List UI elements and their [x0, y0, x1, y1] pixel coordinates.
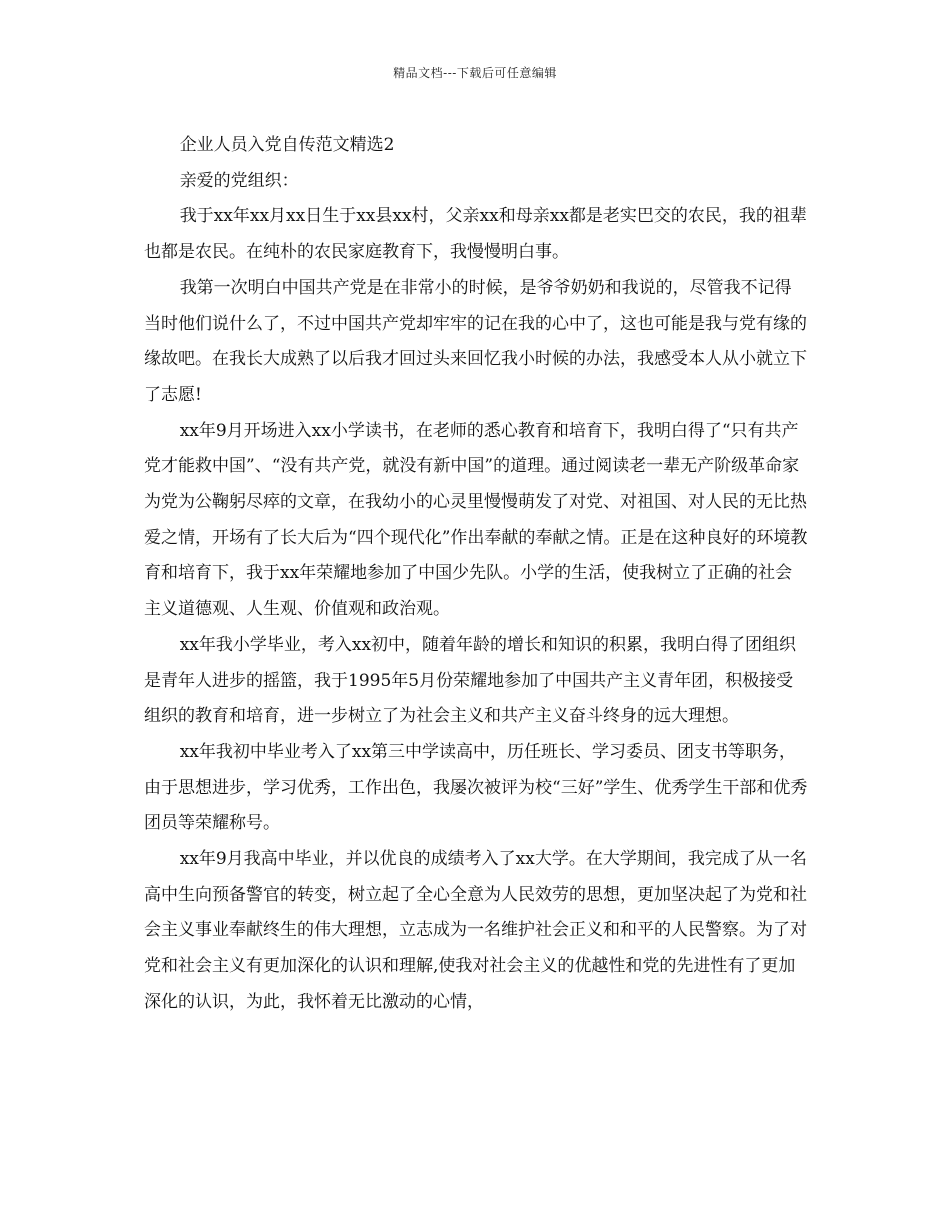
paragraph: 我第一次明白中国共产党是在非常小的时候，是爷爷奶奶和我说的，尽管我不记得当时他们说什么了，不过中国共产党却牢牢的记在我的心中了，这也可能是我与党有缘的缘故吧。在我长大成熟了以后我才回过头来回忆我小时候的办法，我感受本人从小就立下了志愿!: [144, 277, 807, 405]
document-body: [144, 128, 808, 1021]
paragraph: xx年我小学毕业，考入xx初中，随着年龄的增长和知识的积累，我明白得了团组织是青年人进步的摇篮，我于1995年5月份荣耀地参加了中国共产主义青年团，积极接受组织的教育和培育，进一步树立了为社会主义和共产主义奋斗终身的远大理想。: [144, 634, 797, 727]
paragraph: xx年我初中毕业考入了xx第三中学读高中，历任班长、学习委员、团支书等职务，由于思想进步，学习优秀，工作出色，我屡次被评为校“三好”学生、优秀学生干部和优秀团员等荣耀称号。: [144, 741, 808, 834]
document-title: 企业人员入党自传范文精选2: [179, 135, 395, 155]
paragraph: xx年9月我高中毕业，并以优良的成绩考入了xx大学。在大学期间，我完成了从一名高中生向预备警官的转变，树立起了全心全意为人民效劳的思想，更加坚决起了为党和社会主义事业奉献终生的伟大理想，立志成为一名维护社会正义和和平的人民警察。为了对党和社会主义有更加深化的认识和理解,使我对社会主义的优越性和党的先进性有了更加深化的认识，为此，我怀着无比激动的心情，: [144, 849, 807, 1012]
paragraph: 我于xx年xx月xx日生于xx县xx村，父亲xx和母亲xx都是老实巴交的农民，我的祖辈也都是农民。在纯朴的农民家庭教育下，我慢慢明白事。: [144, 206, 807, 263]
greeting: 亲爱的党组织：: [179, 170, 299, 191]
page-header: 精品文档---下载后可任意编辑: [393, 66, 557, 80]
paragraph: xx年9月开场进入xx小学读书，在老师的悉心教育和培育下，我明白得了“只有共产党才能救中国”、“没有共产党，就没有新中国”的道理。通过阅读老一辈无产阶级革命家为党为公鞠躬尽瘁的文章，在我幼小的心灵里慢慢萌发了对党、对祖国、对人民的无比热爱之情，开场有了长大后为“四个现代化”作出奉献的奉献之情。正是在这种良好的环境教育和培育下，我于xx年荣耀地参加了中国少先队。小学的生活，使我树立了正确的社会主义道德观、人生观、价值观和政治观。: [144, 420, 808, 620]
